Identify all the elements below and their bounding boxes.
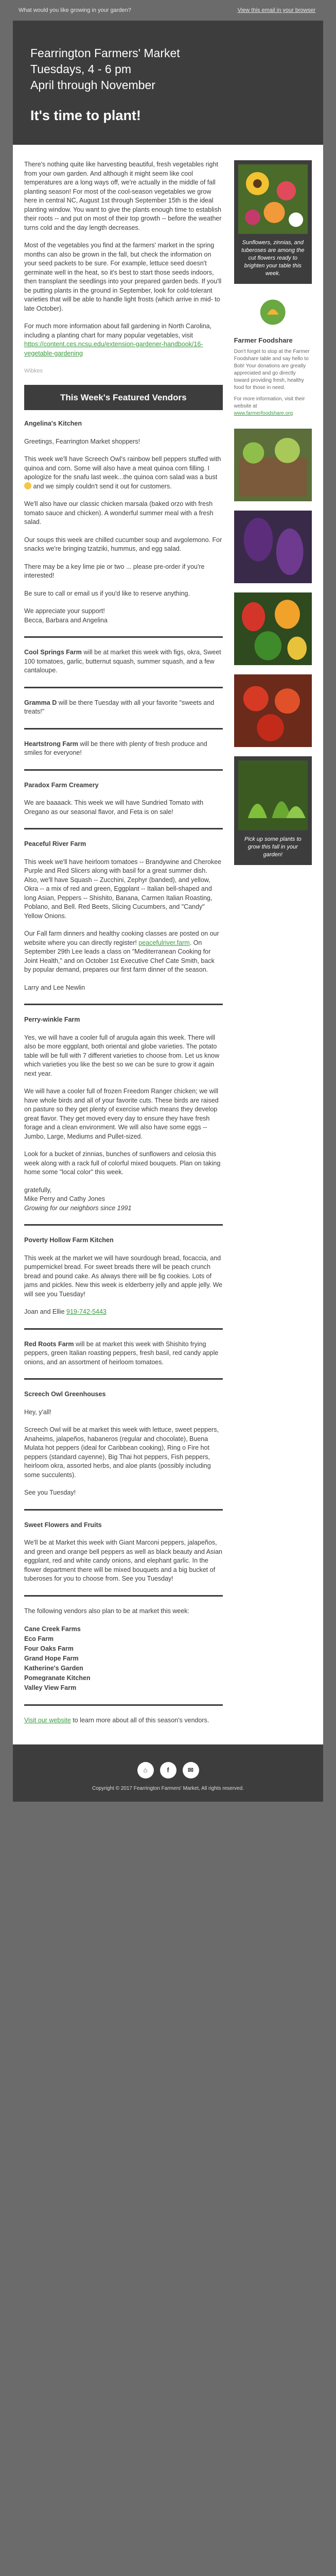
website-icon[interactable]: ⌂ <box>137 1762 154 1778</box>
vendor-text: Our Fall farm dinners and healthy cooking classes are posted on our website where you can directly register! peacefulriver.farm. On September 29th Lee leads a class on "Mediterranean Cooking for Joint Health," and on October 1st Executive Chef Cate Smith, back by popular demand, prepares our first farm dinner of the season. <box>24 930 219 973</box>
divider <box>24 828 223 829</box>
photo-attribution: Wibkes <box>24 368 43 374</box>
divider <box>24 1509 223 1511</box>
vendor-signature: Larry and Lee Newlin <box>24 984 85 991</box>
copyright: Copyright © 2017 Fearrington Farmers' Market, All rights reserved. <box>92 1785 244 1791</box>
smile-emoji-icon <box>24 482 31 489</box>
vendor-title: Peaceful River Farm <box>24 840 86 848</box>
vendor-text: We appreciate your support! <box>24 607 105 615</box>
vendor-signature: gratefully, <box>24 1186 52 1194</box>
vendor-signature: Joan and Ellie 919-742-5443 <box>24 1308 107 1315</box>
divider <box>24 1004 223 1005</box>
vendor-text: Look for a bucket of zinnias, bunches of sunflowers and celosia this week along with a rack full of colorful mixed bouquets. Plan on taking home some "local color" this week. <box>24 1150 221 1176</box>
vendor-text: Greetings, Fearrington Market shoppers! <box>24 437 140 445</box>
vendor-text: Yes, we will have a cooler full of arugula again this week. There will also be more eggplant, both oriental and globe varieties. The potato table will be full with 7 different varieties to choose from. Let us know which varieties you like the best so we can be sure to grow it again next year. <box>24 1033 220 1077</box>
vendor-text: Screech Owl will be at market this week with lettuce, sweet peppers, Anaheims, jalapeños, habaneros (regular and chocolate), Buena Mulata hot peppers (ideal for Caribbean cooking), Ring o Fire hot peppers (standard cayenne), Big Thai hot peppers, Fish peppers, heirloom okra, assorted herbs, and aloe plants (possibly including some succulents). <box>24 1426 219 1479</box>
social-links <box>13 1762 323 1778</box>
market-table-photo <box>234 429 312 501</box>
list-item: Valley View Farm <box>24 1684 77 1691</box>
vendor-text: Be sure to call or email us if you'd like to reserve anything. <box>24 589 190 597</box>
intro-paragraph: There's nothing quite like harvesting beautiful, fresh vegetables right from your own garden. And although it might seem like cool temperatures are a long ways off, we're actually in the middle of fall planting season! For most of the cool-season vegetables we grow here in central NC, August 1st through September 15th is the ideal planting window. You want to give the plants enough time to establish their roots -- and put on most of their top growth -- before the weather turns cold and the day length decreases. <box>24 161 222 231</box>
vendor-title: Perry-winkle Farm <box>24 1016 80 1023</box>
flowers-photo-card <box>234 160 312 284</box>
preheader-text: What would you like growing in your garden? <box>19 7 131 13</box>
divider <box>24 1595 223 1597</box>
market-hours: Tuesdays, 4 - 6 pm <box>30 62 132 76</box>
list-item: Eco Farm <box>24 1635 54 1642</box>
foodshare-more: For more information, visit their website at www.farmerfoodshare.org <box>234 396 305 417</box>
foodshare-text: Don't forget to stop at the Farmer Foodshare table and say hello to Bob! Your donations are greatly appreciated and go directly toward providing fresh, healthy food for those in need. <box>234 349 310 391</box>
list-item: Four Oaks Farm <box>24 1645 74 1652</box>
market-season: April through November <box>30 78 155 92</box>
vendor-text: This week we'll have Screech Owl's rainbow bell peppers stuffed with quinoa and corn. Some will also have a meat quinoa corn filling. I apologize for the snafu last week...the quinoa corn salad was a bust and we simply couldn't send it out for customers. <box>24 455 221 490</box>
email-footer <box>13 1744 323 1802</box>
foodshare-link[interactable]: www.farmerfoodshare.org <box>234 411 293 417</box>
peppers-photo <box>234 592 312 665</box>
vendor-text: Cool Springs Farm will be at market this week with figs, okra, Sweet 100 tomatoes, garlic, butternut squash, summer squash, and a few cantaloupe. <box>24 649 221 674</box>
vendor-title: Paradox Farm Creamery <box>24 781 99 789</box>
email-icon[interactable]: ✉ <box>183 1762 199 1778</box>
email-header <box>13 21 323 145</box>
intro-paragraph: Most of the vegetables you find at the farmers' market in the spring months can also be grown in the fall, but check the information on your seed packets to be sure. For example, lettuce seed doesn't germinate well in the heat, so it's best to start those seeds indoors, then transplant the seedlings into your prepared garden beds. If you'll be putting plants in the ground in September, look for cold-tolerant varieties that will be able to handle light frosts (which arrive in mid- to late October). <box>24 242 222 312</box>
vendor-signature: Becca, Barbara and Angelina <box>24 616 108 624</box>
vendor-text: This week at the market we will have sourdough bread, focaccia, and pumpernickel bread. For sweet breads there will be peach crunch bread and pound cake. As always there will be fig cookies. Lots of jams and pickles. New this week is elderberry jelly and apple jelly. We will see you Tuesday! <box>24 1254 223 1298</box>
sidebar <box>234 160 312 1734</box>
list-item: Cane Creek Farms <box>24 1625 81 1633</box>
website-cta: Visit our website to learn more about all of this season's vendors. <box>24 1717 209 1724</box>
divider <box>24 636 223 638</box>
vendor-text: We are baaaack. This week we will have Sundried Tomato with Oregano as our seasonal flavor, and Feta is on sale! <box>24 799 204 816</box>
vendor-tagline: Growing for our neighbors since 1991 <box>24 1204 132 1212</box>
main-column <box>24 160 223 1734</box>
plants-photo <box>238 760 308 830</box>
market-name: Fearrington Farmers' Market <box>30 46 180 60</box>
intro-paragraph: For much more information about fall gardening in North Carolina, including a planting chart for many popular vegetables, visit https://content.ces.ncsu.edu/extension-gardener-handbook/16-vegetable-gardening <box>24 323 212 357</box>
also-attending-list <box>24 1624 223 1693</box>
preheader <box>0 0 336 21</box>
view-in-browser-link[interactable]: View this email in your browser <box>237 7 315 13</box>
vendor-text: We'll be at Market this week with Giant Marconi peppers, jalapeños, and green and orange bell peppers as well as black beauty and Asian eggplant, red and white candy onions, and elephant garlic. In the flower department there will be mixed bouquets and a big bucket of tuberoses for you to choose from. See you Tuesday! <box>24 1539 222 1582</box>
divider <box>24 1328 223 1330</box>
vendor-text: Hey, y'all! <box>24 1408 51 1416</box>
divider <box>24 687 223 688</box>
list-item: Pomegranate Kitchen <box>24 1674 91 1682</box>
divider <box>24 1704 223 1706</box>
email-body <box>13 145 323 1744</box>
flowers-caption: Sunflowers, zinnias, and tuberoses are among the cut flowers ready to brighten your table this week. <box>241 240 305 277</box>
list-item: Grand Hope Farm <box>24 1655 79 1662</box>
plants-caption: Pick up some plants to grow this fall in your garden! <box>244 836 302 858</box>
vendor-text: Red Roots Farm will be at market this week with Shishito frying peppers, green Italian roasting peppers, fresh basil, red candy apple onions, and an assortment of heirloom tomatoes. <box>24 1340 219 1366</box>
peacefulriver-link[interactable]: peacefulriver.farm <box>138 939 190 946</box>
vendor-title: Sweet Flowers and Fruits <box>24 1521 102 1529</box>
tomatoes-photo <box>234 674 312 747</box>
facebook-icon[interactable]: f <box>160 1762 176 1778</box>
vendor-text: See you Tuesday! <box>24 1489 76 1496</box>
headline: It's time to plant! <box>30 108 141 123</box>
ncsu-link[interactable]: https://content.ces.ncsu.edu/extension-gardener-handbook/16-vegetable-gardening <box>24 341 203 357</box>
list-item: Katherine's Garden <box>24 1665 83 1672</box>
divider <box>24 1224 223 1226</box>
vendor-text: There may be a key lime pie or two ... please pre-order if you're interested! <box>24 563 205 579</box>
vendor-title: Poverty Hollow Farm Kitchen <box>24 1236 114 1244</box>
vendor-signature: Mike Perry and Cathy Jones <box>24 1195 105 1202</box>
vendor-text: Our soups this week are chilled cucumber soup and avgolemono. For snacks we're bringing tzatziki, hummus, and egg salad. <box>24 536 222 552</box>
eggplant-photo <box>234 511 312 583</box>
vendor-text: Gramma D will be there Tuesday with all your favorite "sweets and treats!" <box>24 699 215 715</box>
foodshare-title: Farmer Foodshare <box>234 336 293 345</box>
vendor-text: This week we'll have heirloom tomatoes -- Brandywine and Cherokee Purple and Red Slicers along with basil for a great summer dish. Also, we'll have Squash -- Zucchini, Zephyr (banded), and yellow, Okra -- a mix of red and green, Eggplant -- Italian bell-shaped and long Asian, Peppers -- Shishito, Banana, Carmen Italian Roasting, Poblano, and Bell. Red Beets, Slicing Cucumbers, and "Candy" Yellow Onions. <box>24 858 222 920</box>
plants-photo-card <box>234 756 312 865</box>
phone-link[interactable]: 919-742-5443 <box>66 1308 107 1315</box>
vendor-title: Angelina's Kitchen <box>24 420 82 427</box>
vendor-title: Screech Owl Greenhouses <box>24 1391 106 1398</box>
also-attending-intro: The following vendors also plan to be at market this week: <box>24 1607 190 1615</box>
foodshare-block <box>234 295 312 417</box>
featured-vendors-title: This Week's Featured Vendors <box>24 385 223 411</box>
vendor-text: We'll also have our classic chicken marsala (baked orzo with fresh tomato sauce and chicken). A wonderful summer meal with a fresh salad. <box>24 500 214 526</box>
divider <box>24 728 223 730</box>
flowers-photo <box>238 164 308 234</box>
divider <box>24 769 223 771</box>
website-link[interactable]: Visit our website <box>24 1717 71 1724</box>
foodshare-logo <box>234 295 312 329</box>
vendor-text: Heartstrong Farm will be there with plenty of fresh produce and smiles for everyone! <box>24 740 207 756</box>
divider <box>24 1378 223 1380</box>
vendor-text: We will have a cooler full of frozen Freedom Ranger chicken; we will have whole birds and all of your favorite cuts. These birds are raised on pasture so they get plenty of exercise which means they develop great flavor. They get moved every day to ensure they have fresh forage and a clean environment. We will also have some eggs -- Jumbo, Large, Mediums and Pullet-sized. <box>24 1088 219 1140</box>
